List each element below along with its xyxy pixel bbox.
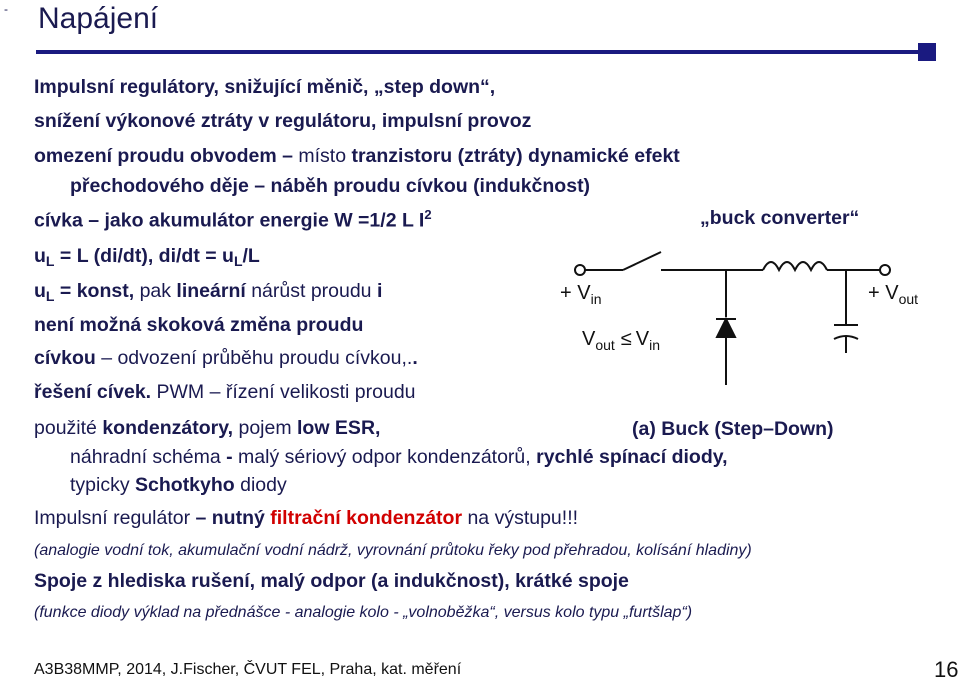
text-run: – nutný (195, 507, 271, 529)
output-terminal (880, 265, 890, 275)
text-run: . (412, 347, 418, 369)
text-run: 2 (424, 207, 432, 222)
page-number: 16 (934, 657, 959, 682)
text-run: low ESR, (297, 417, 381, 439)
text-line (34, 207, 432, 233)
vout-label: + $V_{out}$ (868, 282, 919, 307)
text-line (34, 347, 418, 370)
text-run: malý sériový odpor kondenzátorů, (232, 446, 537, 468)
text-line (34, 245, 260, 269)
text-run: (funkce diody výklad na přednášce - analogie kolo - „volnoběžka“, versus kolo typu „furtšlap“) (34, 604, 693, 621)
text-line (34, 110, 531, 133)
text-run: náhradní schéma (70, 446, 227, 468)
switch-blade (623, 252, 661, 270)
text-run: cívka – jako akumulátor energie W =1/2 L I (34, 209, 425, 232)
title-square-decoration (918, 43, 936, 61)
slide-title: Napájení (38, 2, 159, 35)
text-line (34, 570, 629, 593)
text-run: - (226, 446, 233, 468)
text-run: i (376, 280, 383, 302)
buck-converter-heading: „buck converter“ (700, 207, 860, 229)
text-run: tranzistoru (ztráty) dynamické efekt (351, 145, 680, 167)
text-line (34, 314, 363, 337)
text-run: L (45, 288, 55, 304)
text-run: Spoje z hlediska rušení, malý odpor (a indukčnost), krátké spoje (34, 570, 629, 592)
text-run: (analogie vodní tok, akumulační vodní nádrž, vyrovnání průtoku řeky pod přehradou, kolísání hladiny) (34, 542, 752, 559)
text-run: snížení výkonové ztráty v regulátoru, impulsní provoz (34, 110, 532, 132)
text-line (34, 145, 680, 168)
text-line (34, 76, 495, 99)
text-run: diody (234, 474, 287, 496)
text-run: použité (34, 417, 103, 439)
footer-text: A3B38MMP, 2014, J.Fischer, ČVUT FEL, Praha, kat. měření (34, 661, 462, 678)
buck-converter-schematic (558, 235, 920, 445)
text-run: řešení cívek. (34, 381, 152, 403)
text-line (70, 446, 728, 469)
text-run: /L (242, 245, 260, 267)
text-line (34, 381, 416, 404)
text-run: přechodového děje – náběh proudu cívkou (indukčnost) (70, 175, 591, 197)
diode-icon (717, 319, 735, 337)
text-run: L (233, 253, 243, 269)
text-run: cívkou (34, 347, 96, 369)
text-run: = konst, (54, 280, 140, 302)
text-run: = L (di/dt), di/dt = u (54, 245, 234, 267)
text-run: místo (298, 145, 352, 167)
text-run: omezení proudu obvodem – (34, 145, 299, 167)
text-run: u (34, 245, 46, 267)
text-run: není možná skoková změna proudu (34, 314, 364, 336)
text-run: rychlé spínací diody, (536, 446, 728, 468)
text-run: na výstupu!!! (462, 507, 579, 529)
text-line (70, 175, 590, 198)
text-run: Impulsní regulátory, snižující měnič, „step down“, (34, 76, 496, 98)
text-run: Schotkyho (135, 474, 235, 496)
text-line (70, 474, 287, 497)
text-run: nárůst proudu (245, 280, 377, 302)
text-line (34, 600, 692, 623)
text-line (34, 417, 380, 440)
text-run: kondenzátory, (102, 417, 234, 439)
vin-label: + $V_{in}$ (560, 282, 602, 307)
text-run: typicky (70, 474, 136, 496)
text-run: filtrační kondenzátor (270, 507, 463, 529)
operating-condition: $V_{out} \le V_{in}$ (582, 328, 661, 353)
text-line (34, 538, 752, 561)
schematic-caption: (a) Buck (Step–Down) (632, 418, 834, 440)
text-line (34, 507, 578, 530)
text-run: PWM – řízení velikosti proudu (151, 381, 416, 403)
text-run: Impulsní regulátor (34, 507, 196, 529)
inductor (763, 262, 827, 270)
input-terminal (575, 265, 585, 275)
text-run: lineární (176, 280, 246, 302)
text-run: pak (139, 280, 177, 302)
slide-marker: - (4, 2, 8, 16)
title-underline (36, 50, 926, 54)
text-line (34, 280, 382, 304)
text-run: – odvození průběhu proudu cívkou,. (95, 347, 413, 369)
text-run: pojem (233, 417, 298, 439)
text-run: L (45, 253, 55, 269)
text-run: u (34, 280, 46, 302)
